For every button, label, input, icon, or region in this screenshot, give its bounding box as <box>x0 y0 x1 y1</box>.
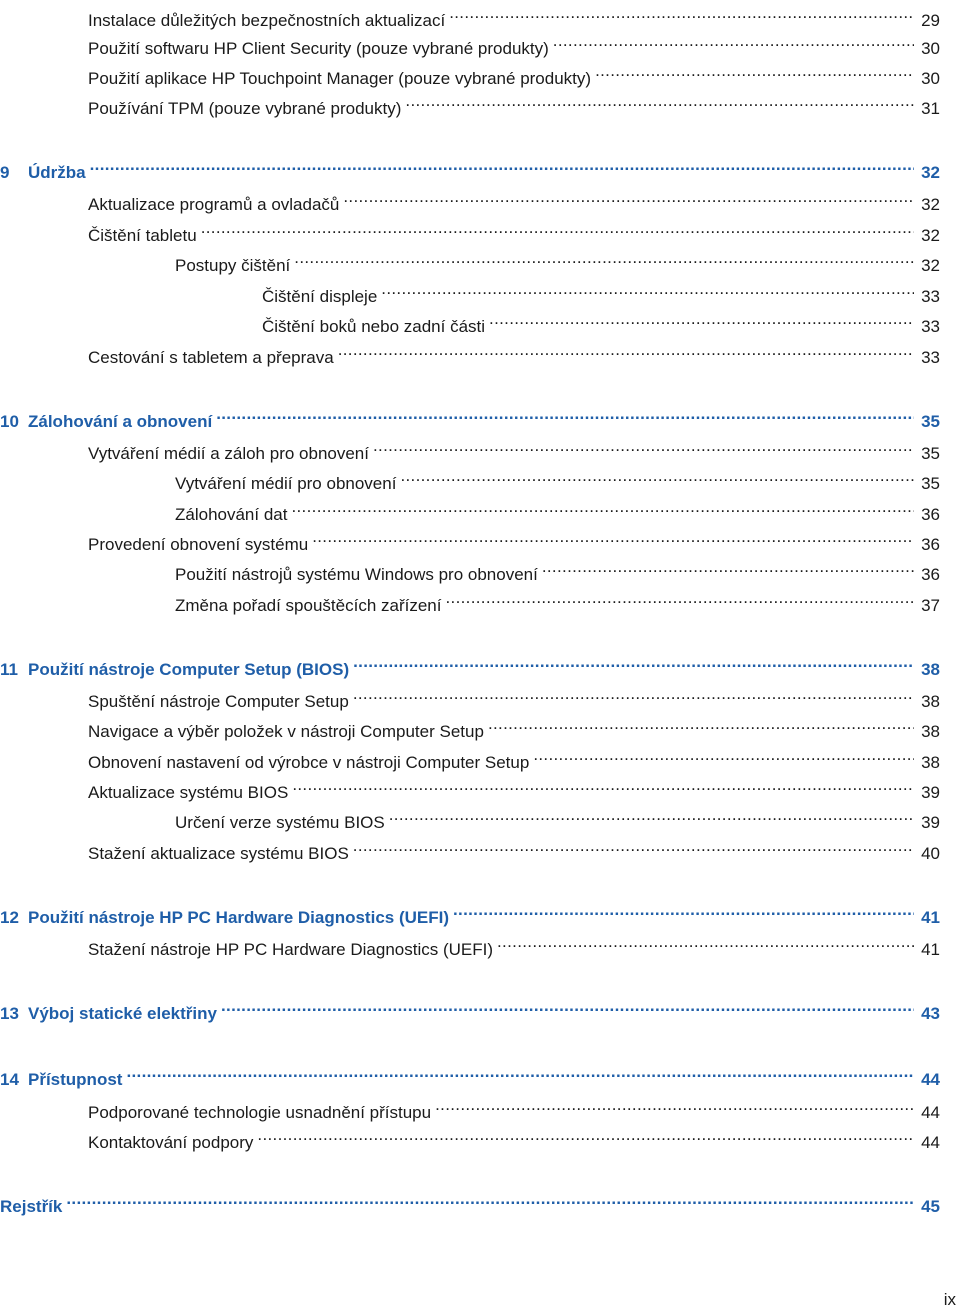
dot-leader <box>497 929 914 955</box>
toc-entry-page-number: 30 <box>921 39 940 58</box>
dot-leader <box>533 742 914 768</box>
toc-entry[interactable] <box>88 88 940 118</box>
toc-entry-title: Použití nástrojů systému Windows pro obnovení <box>175 565 538 584</box>
toc-entry[interactable] <box>88 929 940 959</box>
toc-entry-title: Spuštění nástroje Computer Setup <box>88 692 349 711</box>
toc-entry[interactable] <box>88 772 940 802</box>
toc-entry[interactable] <box>175 802 940 832</box>
toc-entry-title: Obnovení nastavení od výrobce v nástroji Computer Setup <box>88 753 530 772</box>
toc-entry[interactable] <box>88 215 940 245</box>
toc-entry-page-number: 29 <box>921 11 940 30</box>
toc-entry[interactable] <box>262 276 940 306</box>
toc-entry[interactable] <box>88 0 940 30</box>
chapter-number: 11 <box>0 660 18 679</box>
toc-entry-title: Přístupnost <box>28 1070 123 1089</box>
toc-entry-title: Vytváření médií pro obnovení <box>175 474 397 493</box>
toc-entry-title: Použití nástroje HP PC Hardware Diagnostics (UEFI) <box>28 908 449 927</box>
dot-leader <box>291 494 914 520</box>
dot-leader <box>449 0 914 26</box>
toc-entry-title: Určení verze systému BIOS <box>175 813 385 832</box>
chapter-number: 10 <box>0 412 19 431</box>
toc-entry[interactable] <box>88 28 940 58</box>
toc-entry-title: Kontaktování podpory <box>88 1133 254 1152</box>
toc-chapter-entry[interactable] <box>0 1059 940 1089</box>
toc-entry-title: Údržba <box>28 163 86 182</box>
toc-entry-page-number: 40 <box>921 844 940 863</box>
toc-entry-page-number: 41 <box>921 940 940 959</box>
toc-entry-title: Výboj statické elektřiny <box>28 1004 217 1023</box>
dot-leader <box>542 554 914 580</box>
dot-leader <box>373 433 914 459</box>
toc-entry[interactable] <box>88 524 940 554</box>
toc-entry-page-number: 35 <box>921 474 940 493</box>
toc-entry[interactable] <box>88 681 940 711</box>
toc-entry-title: Použití aplikace HP Touchpoint Manager (pouze vybrané produkty) <box>88 69 592 88</box>
toc-entry-page-number: 44 <box>921 1133 940 1152</box>
dot-leader <box>338 337 914 363</box>
toc-entry-title: Změna pořadí spouštěcích zařízení <box>175 596 442 615</box>
dot-leader <box>435 1092 914 1118</box>
toc-entry[interactable] <box>88 184 940 214</box>
toc-entry-title: Stažení aktualizace systému BIOS <box>88 844 349 863</box>
dot-leader <box>66 1186 914 1212</box>
chapter-number: 12 <box>0 908 19 927</box>
chapter-number: 14 <box>0 1070 19 1089</box>
toc-entry-title: Instalace důležitých bezpečnostních aktualizací <box>88 11 446 30</box>
toc-entry[interactable] <box>175 245 940 275</box>
toc-entry-title: Cestování s tabletem a přeprava <box>88 348 334 367</box>
toc-entry-title: Podporované technologie usnadnění přístupu <box>88 1103 432 1122</box>
toc-chapter-entry[interactable] <box>0 993 940 1023</box>
dot-leader <box>353 649 914 675</box>
toc-entry-page-number: 32 <box>921 226 940 245</box>
toc-entry-page-number: 38 <box>921 753 940 772</box>
toc-entry-page-number: 44 <box>921 1103 940 1122</box>
toc-entry-title: Používání TPM (pouze vybrané produkty) <box>88 99 402 118</box>
toc-entry-page-number: 33 <box>921 317 940 336</box>
toc-entry-page-number: 36 <box>921 505 940 524</box>
toc-entry-title: Čištění displeje <box>262 287 378 306</box>
dot-leader <box>405 88 914 114</box>
toc-entry-page-number: 31 <box>921 99 940 118</box>
dot-leader <box>553 28 914 54</box>
dot-leader <box>90 152 914 178</box>
toc-entry[interactable] <box>88 1092 940 1122</box>
toc-entry-page-number: 44 <box>921 1070 940 1089</box>
dot-leader <box>126 1059 914 1085</box>
chapter-number: 9 <box>0 163 10 182</box>
toc-entry[interactable] <box>88 833 940 863</box>
dot-leader <box>381 276 914 302</box>
toc-entry-page-number: 36 <box>921 535 940 554</box>
toc-entry-title: Navigace a výběr položek v nástroji Computer Setup <box>88 722 484 741</box>
toc-entry-title: Stažení nástroje HP PC Hardware Diagnostics (UEFI) <box>88 940 494 959</box>
toc-entry-page-number: 43 <box>921 1004 940 1023</box>
toc-entry-page-number: 35 <box>921 444 940 463</box>
dot-leader <box>257 1122 914 1148</box>
toc-chapter-entry[interactable] <box>0 152 940 182</box>
toc-entry[interactable] <box>175 494 940 524</box>
toc-entry[interactable] <box>175 463 940 493</box>
toc-entry-page-number: 39 <box>921 783 940 802</box>
toc-entry[interactable] <box>88 58 940 88</box>
toc-chapter-entry[interactable] <box>0 1186 940 1216</box>
dot-leader <box>343 184 914 210</box>
toc-entry-page-number: 32 <box>921 256 940 275</box>
toc-entry-page-number: 38 <box>921 660 940 679</box>
toc-entry-page-number: 30 <box>921 69 940 88</box>
dot-leader <box>400 463 914 489</box>
toc-entry-title: Zálohování a obnovení <box>28 412 213 431</box>
toc-entry[interactable] <box>88 1122 940 1152</box>
toc-entry-title: Aktualizace systému BIOS <box>88 783 289 802</box>
toc-entry-page-number: 45 <box>921 1197 940 1216</box>
toc-entry-page-number: 36 <box>921 565 940 584</box>
toc-entry-page-number: 41 <box>921 908 940 927</box>
dot-leader <box>595 58 914 84</box>
toc-entry-title: Aktualizace programů a ovladačů <box>88 195 340 214</box>
dot-leader <box>389 802 914 828</box>
toc-chapter-entry[interactable] <box>0 401 940 431</box>
toc-chapter-entry[interactable] <box>0 649 940 679</box>
toc-entry[interactable] <box>175 585 940 615</box>
dot-leader <box>216 401 914 427</box>
toc-entry-title: Čištění tabletu <box>88 226 197 245</box>
toc-entry-page-number: 35 <box>921 412 940 431</box>
toc-entry-title: Zálohování dat <box>175 505 288 524</box>
toc-entry-title: Čištění boků nebo zadní části <box>262 317 486 336</box>
dot-leader <box>201 215 914 241</box>
toc-entry-title: Provedení obnovení systému <box>88 535 309 554</box>
toc-entry-title: Rejstřík <box>0 1197 63 1216</box>
toc-entry-page-number: 33 <box>921 287 940 306</box>
toc-entry[interactable] <box>175 554 940 584</box>
dot-leader <box>221 993 914 1019</box>
toc-entry[interactable] <box>88 433 940 463</box>
dot-leader <box>445 585 914 611</box>
dot-leader <box>292 772 914 798</box>
dot-leader <box>353 833 914 859</box>
toc-entry-page-number: 33 <box>921 348 940 367</box>
toc-entry-page-number: 38 <box>921 722 940 741</box>
toc-entry-page-number: 39 <box>921 813 940 832</box>
toc-entry-page-number: 38 <box>921 692 940 711</box>
toc-entry-title: Vytváření médií a záloh pro obnovení <box>88 444 369 463</box>
toc-entry-title: Použití softwaru HP Client Security (pouze vybrané produkty) <box>88 39 549 58</box>
dot-leader <box>489 306 914 332</box>
dot-leader <box>488 711 914 737</box>
toc-entry-page-number: 32 <box>921 195 940 214</box>
dot-leader <box>312 524 914 550</box>
toc-entry-page-number: 37 <box>921 596 940 615</box>
toc-entry[interactable] <box>88 742 940 772</box>
dot-leader <box>294 245 914 271</box>
toc-entry-page-number: 32 <box>921 163 940 182</box>
dot-leader <box>453 897 914 923</box>
toc-entry-title: Postupy čištění <box>175 256 291 275</box>
chapter-number: 13 <box>0 1004 19 1023</box>
toc-entry[interactable] <box>88 711 940 741</box>
toc-entry[interactable] <box>262 306 940 336</box>
toc-chapter-entry[interactable] <box>0 897 940 927</box>
toc-entry[interactable] <box>88 337 940 367</box>
page-number-folio: ix <box>943 1290 956 1309</box>
dot-leader <box>353 681 914 707</box>
toc-entry-title: Použití nástroje Computer Setup (BIOS) <box>28 660 350 679</box>
